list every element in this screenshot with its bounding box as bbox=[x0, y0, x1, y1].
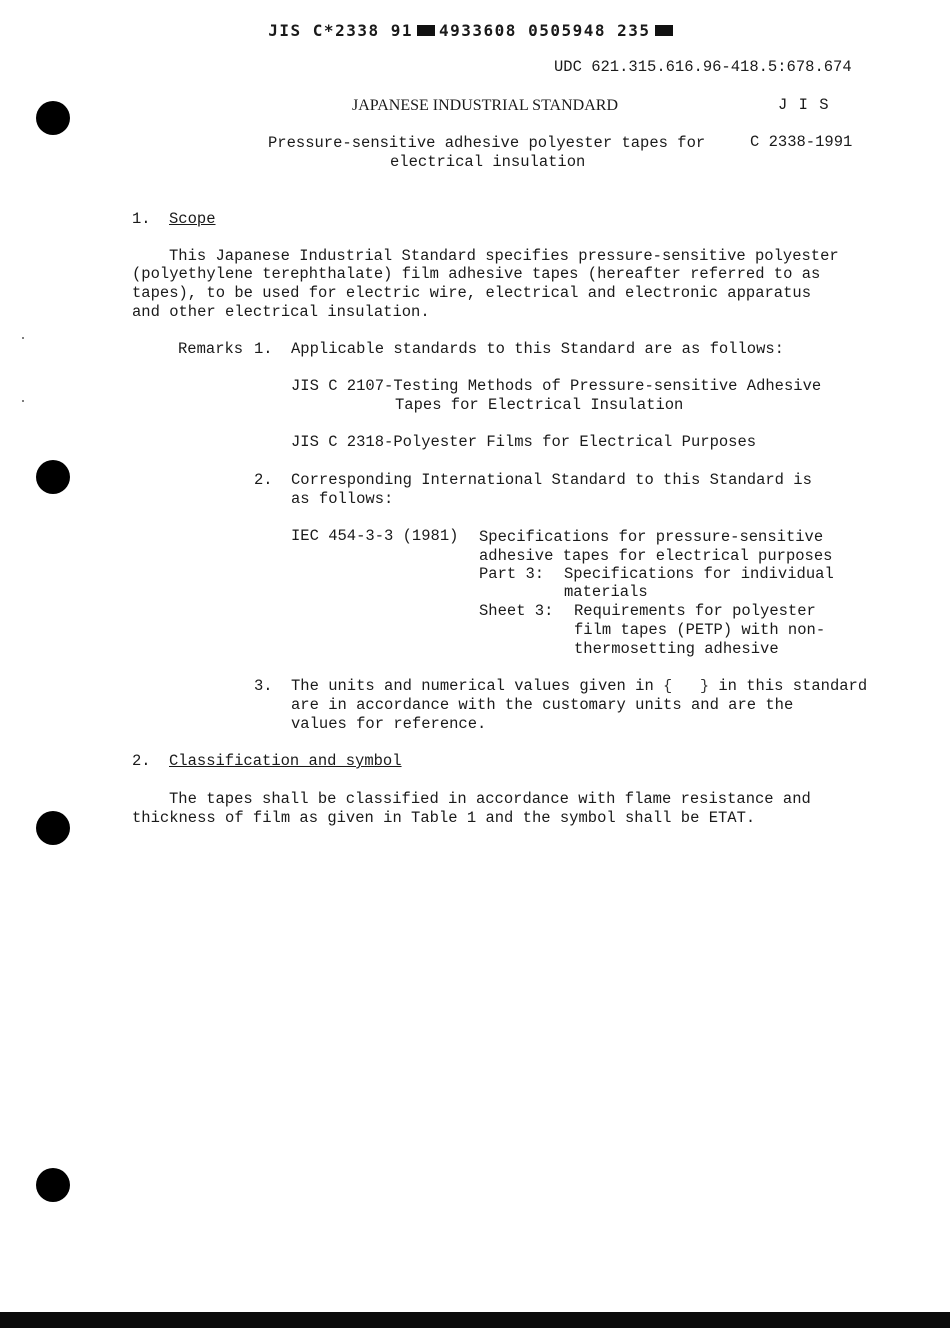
brace-close: } bbox=[700, 678, 710, 695]
section1-heading: Scope bbox=[169, 210, 216, 228]
section1-para-line: tapes), to be used for electric wire, electrical and electronic apparatus bbox=[132, 284, 812, 302]
remark2-number: 2. bbox=[254, 471, 273, 489]
section2-para-line: The tapes shall be classified in accordance with flame resistance and bbox=[169, 790, 811, 808]
section2-para-line: thickness of film as given in Table 1 and the symbol shall be ETAT. bbox=[132, 809, 756, 827]
document-code-header bbox=[246, 2, 677, 40]
iec-part-label: Part 3: bbox=[479, 565, 545, 583]
binder-hole bbox=[36, 811, 70, 845]
reference-jis-c2107-line2: Tapes for Electrical Insulation bbox=[395, 396, 684, 414]
iec-sheet-line1: Requirements for polyester bbox=[574, 602, 816, 620]
iec-sheet-line2: film tapes (PETP) with non- bbox=[574, 621, 826, 639]
binder-hole bbox=[36, 460, 70, 494]
section2-number: 2. bbox=[132, 752, 151, 770]
iec-title-line2: adhesive tapes for electrical purposes bbox=[479, 547, 833, 565]
scan-speck bbox=[22, 400, 24, 402]
remark1-text: Applicable standards to this Standard are as follows: bbox=[291, 340, 784, 358]
scan-speck bbox=[22, 337, 24, 339]
remark3-text-line2: are in accordance with the customary units and are the bbox=[291, 696, 794, 714]
section2-heading: Classification and symbol bbox=[169, 752, 402, 770]
remark3-text-line3: values for reference. bbox=[291, 715, 487, 733]
remark3-text-part-a: The units and numerical values given in bbox=[291, 677, 654, 695]
scan-bottom-edge bbox=[0, 1312, 950, 1328]
remark3-number: 3. bbox=[254, 677, 273, 695]
section1-number: 1. bbox=[132, 210, 151, 228]
iec-part-line2: materials bbox=[564, 583, 648, 601]
document-title-line1: Pressure-sensitive adhesive polyester tapes for bbox=[268, 134, 706, 152]
remark3-text-line1 bbox=[291, 677, 867, 696]
redaction-block bbox=[417, 25, 435, 36]
binder-hole bbox=[36, 101, 70, 135]
remarks-label: Remarks bbox=[178, 340, 244, 358]
udc-number: UDC 621.315.616.96-418.5:678.674 bbox=[554, 58, 852, 76]
remark2-text-line1: Corresponding International Standard to this Standard is bbox=[291, 471, 812, 489]
brace-open: { bbox=[663, 678, 673, 695]
document-code-part2: 4933608 0505948 235 bbox=[439, 21, 651, 40]
section1-para-line: This Japanese Industrial Standard specifies pressure-sensitive polyester bbox=[169, 247, 839, 265]
iec-part-line1: Specifications for individual bbox=[564, 565, 834, 583]
standard-number: C 2338-1991 bbox=[750, 133, 853, 151]
document-code-part1: JIS C*2338 91 bbox=[268, 21, 413, 40]
iec-sheet-line3: thermosetting adhesive bbox=[574, 640, 779, 658]
reference-jis-c2318: JIS C 2318-Polyester Films for Electrical Purposes bbox=[291, 433, 757, 451]
jis-mark: J I S bbox=[778, 96, 830, 114]
remark1-number: 1. bbox=[254, 340, 273, 358]
remark2-text-line2: as follows: bbox=[291, 490, 394, 508]
reference-jis-c2107-line1: JIS C 2107-Testing Methods of Pressure-sensitive Adhesive bbox=[291, 377, 822, 395]
binder-hole bbox=[36, 1168, 70, 1202]
redaction-block bbox=[655, 25, 673, 36]
document-title-line2: electrical insulation bbox=[390, 153, 586, 171]
standard-type: JAPANESE INDUSTRIAL STANDARD bbox=[352, 97, 618, 114]
iec-sheet-label: Sheet 3: bbox=[479, 602, 554, 620]
section1-para-line: (polyethylene terephthalate) film adhesive tapes (hereafter referred to as bbox=[132, 265, 821, 283]
section1-para-line: and other electrical insulation. bbox=[132, 303, 430, 321]
iec-title-line1: Specifications for pressure-sensitive bbox=[479, 528, 824, 546]
iec-standard-id: IEC 454-3-3 (1981) bbox=[291, 527, 459, 545]
remark3-text-part-b: in this standard bbox=[718, 677, 868, 695]
